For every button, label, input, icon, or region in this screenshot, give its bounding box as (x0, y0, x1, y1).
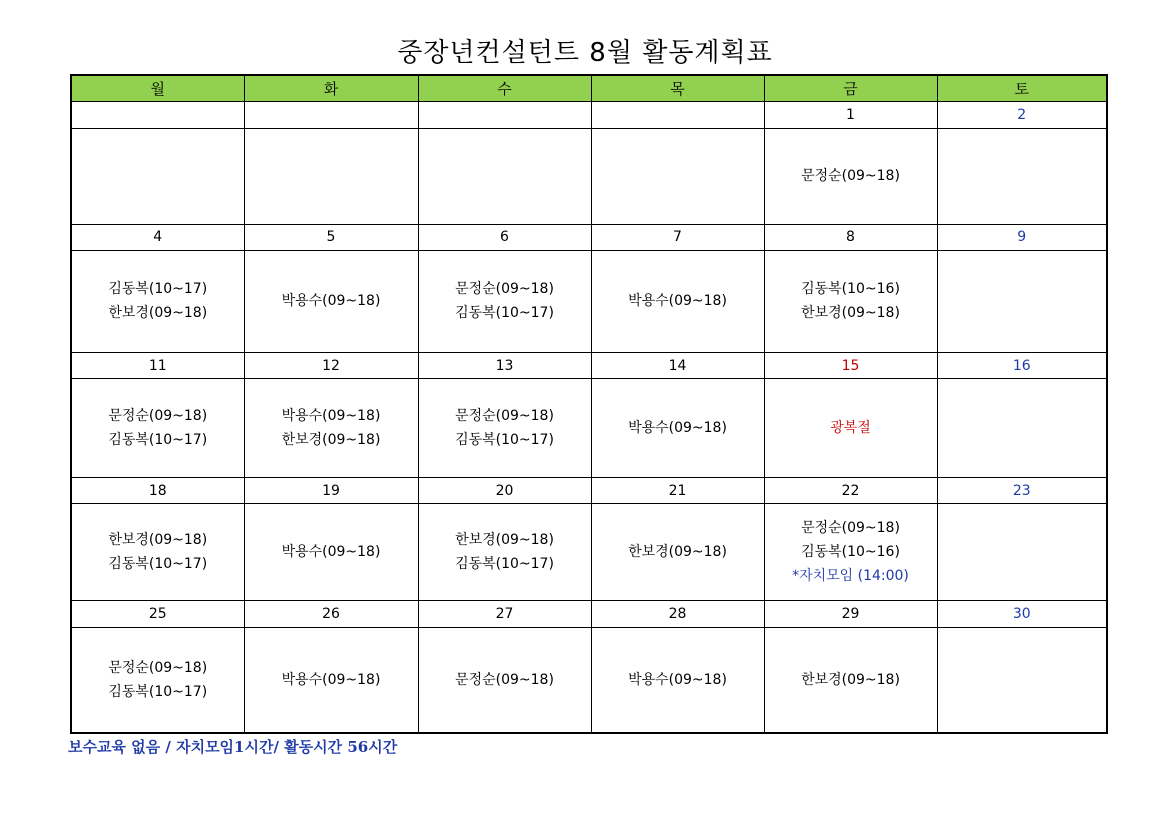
activity-entry: 박용수(09~18) (281, 293, 381, 310)
date-cell: 1 (764, 102, 937, 128)
weekday-mon: 월 (71, 75, 244, 102)
date-cell: 27 (418, 601, 591, 627)
activity-row (71, 379, 1107, 478)
date-cell: 14 (591, 352, 764, 378)
activity-cell (591, 379, 764, 478)
activity-cell (591, 251, 764, 353)
activity-cell (591, 504, 764, 601)
activity-cell (591, 627, 764, 733)
date-cell (418, 102, 591, 128)
date-cell: 29 (764, 601, 937, 627)
date-row (71, 601, 1107, 627)
meeting-note: *자치모임 (14:00) (792, 568, 909, 585)
activity-cell (418, 128, 591, 224)
activity-cell (71, 251, 244, 353)
activity-entry: 한보경(09~18) (108, 305, 208, 322)
date-row (71, 102, 1107, 128)
weekday-tue: 화 (244, 75, 418, 102)
date-cell: 19 (244, 477, 418, 503)
activity-entry: 문정순(09~18) (455, 671, 554, 688)
activity-entry: 박용수(09~18) (628, 671, 727, 688)
activity-cell (764, 627, 937, 733)
activity-entry: 문정순(09~18) (108, 408, 208, 425)
date-cell-saturday: 9 (937, 224, 1107, 250)
activity-cell (71, 128, 244, 224)
page-title: 중장년컨설턴트 8월 활동계획표 (397, 38, 773, 68)
activity-entry: 박용수(09~18) (281, 408, 381, 425)
date-cell (244, 102, 418, 128)
date-cell: 4 (71, 224, 244, 250)
activity-entry: 문정순(09~18) (455, 281, 554, 298)
activity-entry: 김동복(10~17) (455, 432, 554, 449)
activity-entry: 한보경(09~18) (281, 432, 381, 449)
date-cell (591, 102, 764, 128)
activity-entry: 한보경(09~18) (628, 544, 727, 561)
date-cell: 12 (244, 352, 418, 378)
activity-entry: 김동복(10~17) (108, 556, 208, 573)
weekday-fri: 금 (764, 75, 937, 102)
date-row (71, 352, 1107, 378)
activity-entry: 한보경(09~18) (108, 532, 208, 549)
activity-cell (937, 379, 1107, 478)
activity-cell (764, 251, 937, 353)
activity-cell (418, 504, 591, 601)
activity-row (71, 128, 1107, 224)
activity-cell (418, 627, 591, 733)
date-cell: 11 (71, 352, 244, 378)
activity-entry: 김동복(10~17) (108, 281, 208, 298)
activity-entry: 문정순(09~18) (801, 520, 900, 537)
weekday-wed: 수 (418, 75, 591, 102)
activity-entry: 박용수(09~18) (281, 671, 381, 688)
activity-entry: 한보경(09~18) (801, 305, 900, 322)
activity-entry: 김동복(10~16) (801, 281, 900, 298)
activity-entry: 한보경(09~18) (801, 671, 900, 688)
activity-entry: 김동복(10~17) (455, 556, 554, 573)
activity-cell-holiday (764, 379, 937, 478)
summary-footer: 보수교육 없음 / 자치모임1시간/ 활동시간 56시간 (68, 738, 398, 756)
activity-cell (764, 504, 937, 601)
activity-cell (244, 627, 418, 733)
date-cell: 21 (591, 477, 764, 503)
date-cell: 26 (244, 601, 418, 627)
activity-cell (937, 251, 1107, 353)
activity-cell (937, 128, 1107, 224)
date-row (71, 477, 1107, 503)
activity-entry: 문정순(09~18) (108, 659, 208, 676)
activity-entry: 김동복(10~17) (455, 305, 554, 322)
activity-cell (937, 504, 1107, 601)
date-cell: 13 (418, 352, 591, 378)
date-cell (71, 102, 244, 128)
date-cell: 8 (764, 224, 937, 250)
activity-entry: 김동복(10~17) (108, 683, 208, 700)
activity-row (71, 251, 1107, 353)
activity-entry: 한보경(09~18) (455, 532, 554, 549)
activity-entry: 박용수(09~18) (628, 293, 727, 310)
weekday-sat: 토 (937, 75, 1107, 102)
activity-entry: 김동복(10~17) (108, 432, 208, 449)
activity-cell (764, 128, 937, 224)
activity-entry: 박용수(09~18) (281, 544, 381, 561)
activity-cell (71, 504, 244, 601)
date-cell-saturday: 23 (937, 477, 1107, 503)
activity-cell (244, 128, 418, 224)
date-cell-holiday: 15 (764, 352, 937, 378)
activity-cell (418, 379, 591, 478)
activity-cell (71, 627, 244, 733)
date-cell-saturday: 16 (937, 352, 1107, 378)
date-cell: 28 (591, 601, 764, 627)
date-cell: 7 (591, 224, 764, 250)
activity-entry: 문정순(09~18) (455, 408, 554, 425)
activity-cell (418, 251, 591, 353)
activity-cell (591, 128, 764, 224)
date-cell: 18 (71, 477, 244, 503)
activity-entry: 문정순(09~18) (801, 168, 900, 185)
date-cell-saturday: 2 (937, 102, 1107, 128)
activity-cell (244, 379, 418, 478)
date-cell: 25 (71, 601, 244, 627)
activity-cell (937, 627, 1107, 733)
activity-cell (71, 379, 244, 478)
activity-calendar (70, 74, 1108, 734)
activity-entry: 김동복(10~16) (801, 544, 900, 561)
holiday-label: 광복절 (830, 420, 871, 437)
activity-row (71, 627, 1107, 733)
date-cell: 5 (244, 224, 418, 250)
date-cell: 6 (418, 224, 591, 250)
date-cell-saturday: 30 (937, 601, 1107, 627)
weekday-header-row (71, 75, 1107, 102)
activity-entry: 박용수(09~18) (628, 420, 727, 437)
date-row (71, 224, 1107, 250)
weekday-thu: 목 (591, 75, 764, 102)
activity-row (71, 504, 1107, 601)
date-cell: 20 (418, 477, 591, 503)
activity-cell (244, 251, 418, 353)
activity-cell (244, 504, 418, 601)
date-cell: 22 (764, 477, 937, 503)
